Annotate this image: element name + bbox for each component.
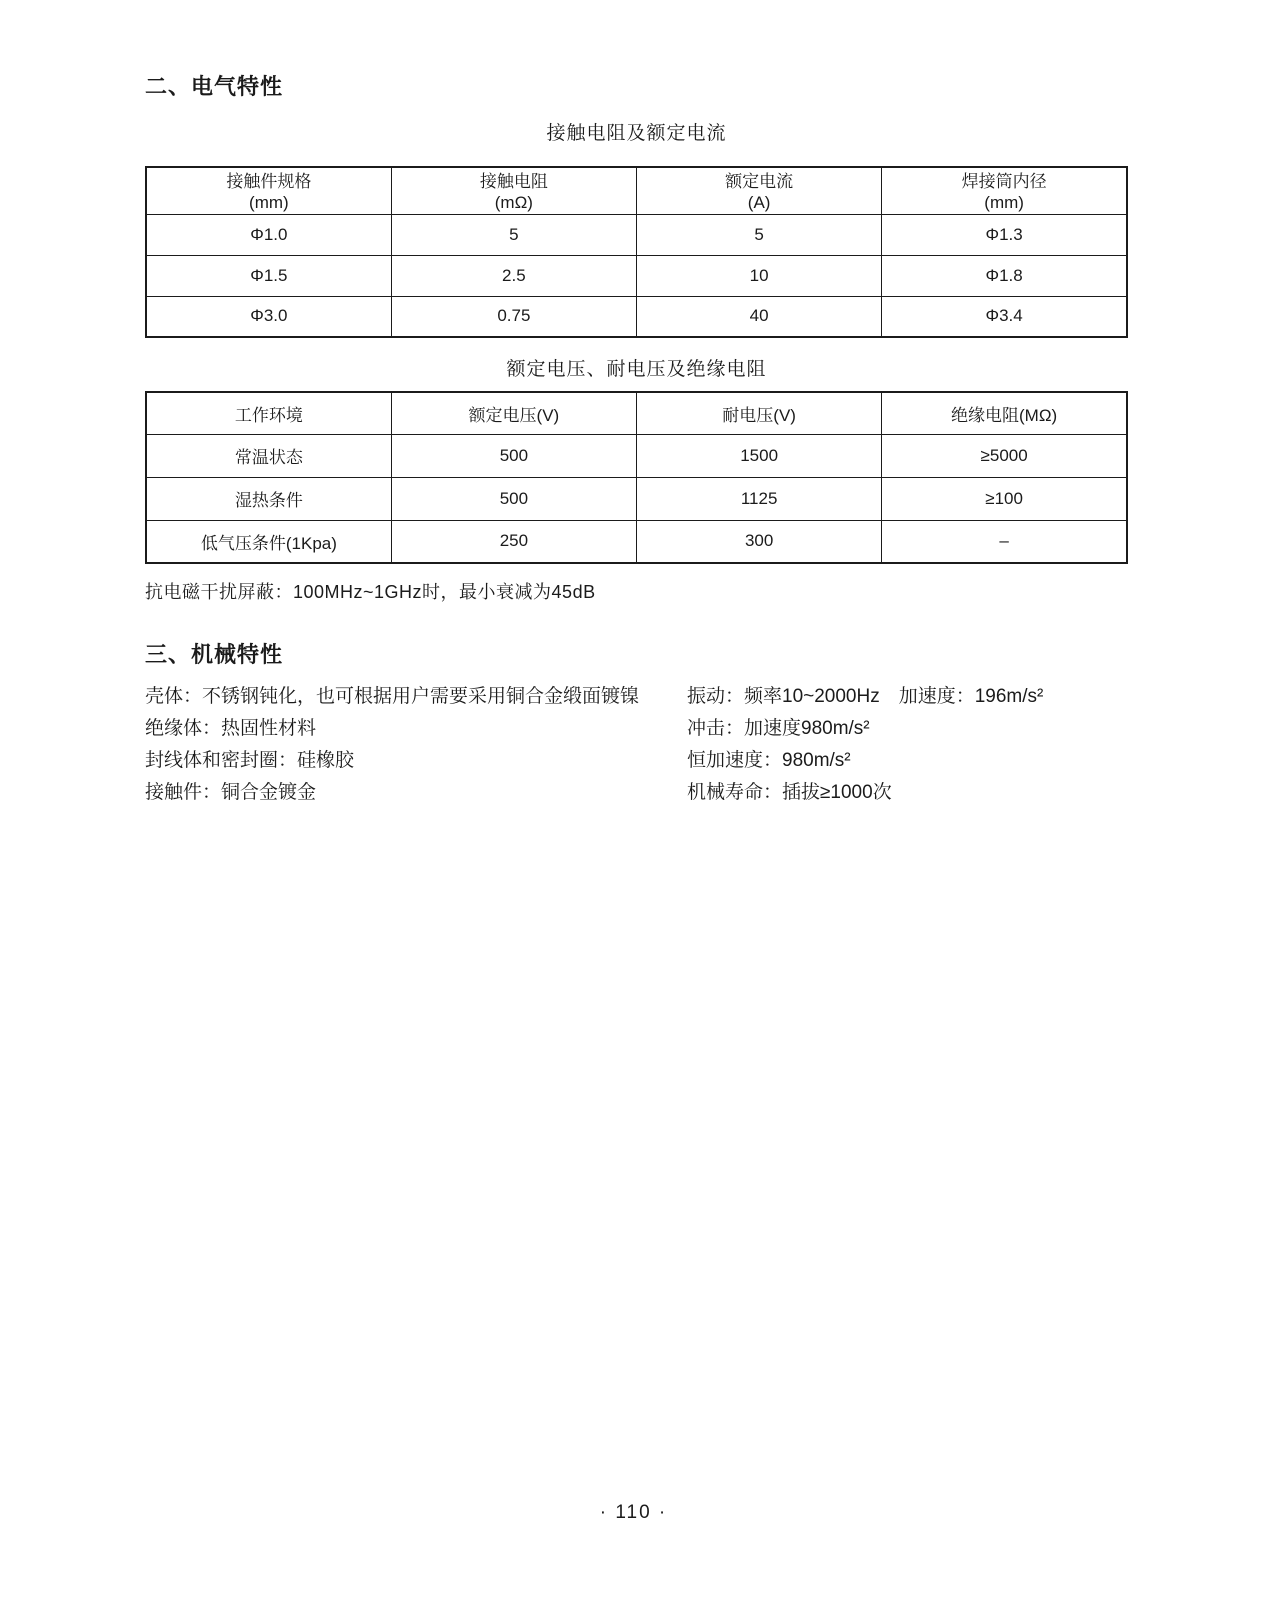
table-cell: 5 bbox=[637, 214, 882, 255]
table2-header-withstand-voltage: 耐电压(V) bbox=[637, 392, 882, 434]
table-cell: – bbox=[882, 520, 1127, 563]
header-unit: (mΩ) bbox=[494, 192, 533, 212]
table-cell: 2.5 bbox=[391, 255, 636, 296]
section-title-mechanical: 三、机械特性 bbox=[145, 642, 284, 667]
header-line: 接触件规格 bbox=[226, 171, 312, 191]
table-cell: ≥5000 bbox=[882, 434, 1127, 477]
mech-line-contact: 接触件：铜合金镀金 bbox=[145, 782, 317, 803]
table-cell: 40 bbox=[637, 296, 882, 337]
table2-header-insulation-resistance: 绝缘电阻(MΩ) bbox=[882, 392, 1127, 434]
table1-header-spec bbox=[146, 167, 391, 214]
table-row bbox=[146, 434, 1127, 477]
mech-line-acceleration: 恒加速度：980m/s² bbox=[687, 750, 851, 771]
mechanical-properties bbox=[145, 681, 1145, 809]
table2-header-environment: 工作环境 bbox=[146, 392, 391, 434]
mech-line-insulator: 绝缘体：热固性材料 bbox=[145, 718, 317, 739]
table2-caption: 额定电压、耐电压及绝缘电阻 bbox=[506, 359, 767, 380]
table1-header-current bbox=[637, 167, 882, 214]
table-row bbox=[146, 214, 1127, 255]
table-cell: 5 bbox=[391, 214, 636, 255]
table-cell: 10 bbox=[637, 255, 882, 296]
table-row bbox=[146, 255, 1127, 296]
mech-line-life: 机械寿命：插拔≥1000次 bbox=[687, 782, 892, 803]
contact-resistance-table bbox=[145, 166, 1128, 338]
table-cell: 0.75 bbox=[391, 296, 636, 337]
table-cell: 500 bbox=[391, 477, 636, 520]
header-line: 额定电流 bbox=[725, 171, 794, 191]
table2-header-row bbox=[146, 392, 1127, 434]
page-number: · 110 · bbox=[599, 1502, 668, 1523]
table-cell: 湿热条件 bbox=[146, 477, 391, 520]
voltage-insulation-block bbox=[145, 357, 1128, 564]
table-cell: 常温状态 bbox=[146, 434, 391, 477]
table-cell: Φ1.8 bbox=[882, 255, 1127, 296]
table-cell: Φ3.0 bbox=[146, 296, 391, 337]
header-unit: (mm) bbox=[984, 192, 1024, 212]
mech-left-column bbox=[145, 681, 687, 809]
table1-header-bore bbox=[882, 167, 1127, 214]
table-row bbox=[146, 477, 1127, 520]
table-cell: 1500 bbox=[637, 434, 882, 477]
table-cell: Φ1.0 bbox=[146, 214, 391, 255]
section-title-electrical: 二、电气特性 bbox=[145, 74, 284, 99]
voltage-insulation-table bbox=[145, 391, 1128, 564]
header-line: 接触电阻 bbox=[479, 171, 548, 191]
table-cell: ≥100 bbox=[882, 477, 1127, 520]
mech-right-column bbox=[687, 681, 1145, 809]
table-cell: 250 bbox=[391, 520, 636, 563]
mech-line-vibration: 振动：频率10~2000Hz 加速度：196m/s² bbox=[687, 686, 1044, 707]
mech-line-seal: 封线体和密封圈：硅橡胶 bbox=[145, 750, 355, 771]
header-unit: (mm) bbox=[249, 192, 289, 212]
table-cell: Φ1.3 bbox=[882, 214, 1127, 255]
header-line: 焊接筒内径 bbox=[961, 171, 1047, 191]
table-cell: Φ3.4 bbox=[882, 296, 1127, 337]
table-row bbox=[146, 296, 1127, 337]
mech-line-shell: 壳体：不锈钢钝化，也可根据用户需要采用铜合金缎面镀镍 bbox=[145, 686, 640, 707]
emi-shielding-note: 抗电磁干扰屏蔽：100MHz~1GHz时，最小衰减为45dB bbox=[145, 582, 596, 602]
mech-line-shock: 冲击：加速度980m/s² bbox=[687, 718, 870, 739]
table1-caption: 接触电阻及额定电流 bbox=[546, 123, 727, 144]
header-unit: (A) bbox=[747, 192, 771, 212]
table-cell: 500 bbox=[391, 434, 636, 477]
table2-header-rated-voltage: 额定电压(V) bbox=[391, 392, 636, 434]
table-cell: 300 bbox=[637, 520, 882, 563]
contact-resistance-block bbox=[145, 121, 1128, 338]
table1-header-row bbox=[146, 167, 1127, 214]
table-cell: 低气压条件(1Kpa) bbox=[146, 520, 391, 563]
table-cell: Φ1.5 bbox=[146, 255, 391, 296]
table1-header-resistance bbox=[391, 167, 636, 214]
table-cell: 1125 bbox=[637, 477, 882, 520]
table-row bbox=[146, 520, 1127, 563]
